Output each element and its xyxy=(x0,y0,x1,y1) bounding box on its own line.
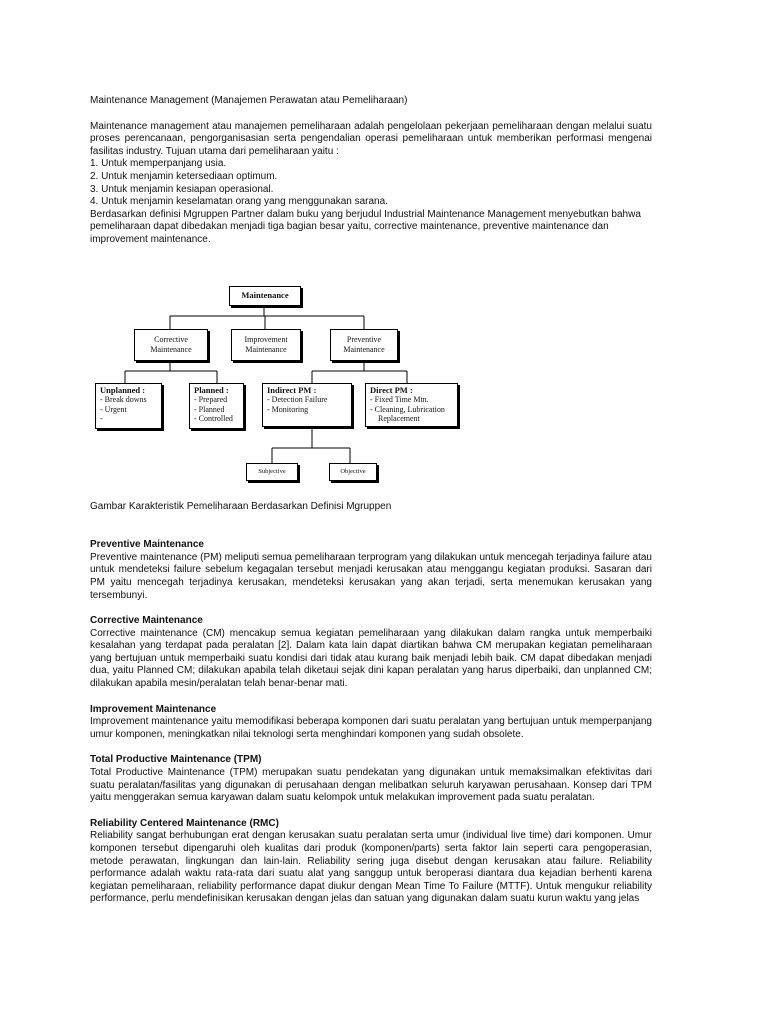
section-corrective xyxy=(90,615,652,691)
planned-item: - Planned xyxy=(194,404,225,414)
intro-paragraph: Maintenance management atau manajemen pemeliharaan adalah pengelolaan pekerjaan pemeliharaan dengan melalui suatu proses perencanaan, pengorganisasian serta pengendalian operasi pemeliharaan untuk memberikan performasi mengenai fasilitas industry. Tujuan utama dari pemeliharaan yaitu : xyxy=(90,120,652,157)
goals-list xyxy=(90,158,652,208)
goal-item: 2. Untuk menjamin ketersediaan optimum. xyxy=(90,170,278,182)
section-body: Reliability sangat berhubungan erat dengan kerusakan suatu peralatan serta umur (individual live time) dari komponen. Umur komponen tersebut dipengaruhi oleh kualitas dari produk (komponen/parts) serta faktor lain seperti cara pengoperasian, metode perawatan, lingkungan dan lain-lain. Reliability sering juga disebut dengan kerusakan atau failure. Reliability performance adalah waktu rata-rata dari suatu alat yang sanggup untuk beroperasi diantara dua kejadian berhenti karena kegiatan pemeliharaan, reliability performance dapat diukur dengan Mean Time To Failure (MTTF). Untuk mengukur reliability performance, perlu mendefinisikan kerusakan dengan jelas dan satuan yang digunakan dalam suatu kurun waktu yang jelas xyxy=(90,830,652,905)
unplanned-item: - Break downs xyxy=(100,395,147,405)
planned-item: - Controlled xyxy=(194,414,233,424)
goal-item: 4. Untuk menjamin keselamatan orang yang menggunakan sarana. xyxy=(90,196,388,208)
section-heading: Reliability Centered Maintenance (RMC) xyxy=(90,817,279,829)
corrective-line1: Corrective xyxy=(154,335,188,345)
section-tpm xyxy=(90,754,652,804)
section-preventive xyxy=(90,539,652,602)
preventive-line2: Maintenance xyxy=(343,344,385,354)
unplanned-item: - Urgent xyxy=(100,404,127,414)
corrective-line2: Maintenance xyxy=(150,344,192,354)
direct-pm-item: Replacement xyxy=(378,414,420,424)
objective-box xyxy=(329,463,377,481)
objective-label: Objective xyxy=(340,467,366,475)
improvement-line2: Maintenance xyxy=(245,344,287,354)
section-heading: Total Productive Maintenance (TPM) xyxy=(90,754,262,766)
document-content xyxy=(90,95,652,906)
goal-item: 1. Untuk memperpanjang usia. xyxy=(90,158,227,170)
direct-pm-item: - Cleaning, Lubrication xyxy=(370,404,445,414)
planned-box xyxy=(189,383,244,429)
section-improvement xyxy=(90,704,652,742)
subjective-box xyxy=(246,463,298,481)
corrective-maintenance-box xyxy=(134,329,208,361)
indirect-pm-box xyxy=(262,383,352,427)
goal-item: 3. Untuk menjamin kesiapan operasional. xyxy=(90,183,274,195)
direct-pm-title: Direct PM : xyxy=(370,384,413,395)
indirect-pm-item: - Detection Failure xyxy=(267,395,328,405)
section-heading: Corrective Maintenance xyxy=(90,615,203,627)
improvement-maintenance-box xyxy=(231,329,301,361)
section-rcm xyxy=(90,818,652,906)
preventive-line1: Preventive xyxy=(346,335,382,345)
direct-pm-item: - Fixed Time Mtn. xyxy=(370,395,429,405)
definition-paragraph: Berdasarkan definisi Mgruppen Partner dalam buku yang berjudul Industrial Maintenance Management menyebutkan bahwa pemeliharaan dapat dibedakan menjadi tiga bagian besar yaitu, corrective maintenance, preventive maintenance dan improvement maintenance. xyxy=(90,208,641,245)
figure-caption: Gambar Karakteristik Pemeliharaan Berdasarkan Definisi Mgruppen xyxy=(90,500,392,512)
document-title: Maintenance Management (Manajemen Perawatan atau Pemeliharaan) xyxy=(90,95,408,106)
subjective-label: Subjective xyxy=(258,467,286,475)
maintenance-root-label: Maintenance xyxy=(241,289,289,300)
unplanned-box xyxy=(95,383,162,429)
section-heading: Preventive Maintenance xyxy=(90,539,204,551)
improvement-line1: Improvement xyxy=(244,335,288,345)
indirect-pm-item: - Monitoring xyxy=(267,404,309,414)
planned-title: Planned : xyxy=(194,384,229,395)
section-body: Improvement maintenance yaitu memodifikasi beberapa komponen dari suatu peralatan yang bertujuan untuk memperpanjang umur komponen, meningkatkan nilai teknologi serta menghindari komponen yang sudah obsolete. xyxy=(90,716,652,740)
section-body: Preventive maintenance (PM) meliputi semua pemeliharaan terprogram yang dilakukan untuk mencegah terjadinya failure atau untuk mendeteksi failure sebelum kegagalan tersebut menjadi kerusakan atau menggangu kegiatan produksi. Sasaran dari PM yaitu mencegah terjadinya kerusakan, mendeteksi kerusakan yang akan terjadi, serta menemukan kerusakan yang tersembunyi. xyxy=(90,551,652,601)
direct-pm-box xyxy=(365,383,458,427)
section-body: Total Productive Maintenance (TPM) merupakan suatu pendekatan yang digunakan untuk memaksimalkan efektivitas dari suatu peralatan/fasilitas yang digunakan di perusahaan dengan melibatkan seluruh karyawan perusahaan. Konsep dari TPM yaitu menggerakan semua karyawan dalam suatu kelompok untuk melakukan improvement pada suatu peralatan. xyxy=(90,767,652,804)
maintenance-diagram xyxy=(90,271,652,501)
unplanned-item: - xyxy=(100,414,103,424)
preventive-maintenance-box xyxy=(330,329,398,361)
planned-item: - Prepared xyxy=(194,395,228,405)
maintenance-root-box xyxy=(229,286,301,306)
section-body: Corrective maintenance (CM) mencakup semua kegiatan pemeliharaan yang dilakukan dalam rangka untuk memperbaiki kesalahan yang terdapat pada peralatan [2]. Dalam kata lain dapat diartikan bahwa CM merupakan kegiatan pemeliharaan yang bertujuan untuk memperbaiki suatu kondisi dari tidak atau kurang baik menjadi lebih baik. CM dapat dibedakan menjadi dua, yaitu Planned CM; dilakukan apabila telah diketaui sejak dini kapan peralatan yang harus diperbaiki, dan unplanned CM; dilakukan apabila mesin/peralatan telah benar-benar mati. xyxy=(90,627,652,690)
indirect-pm-title: Indirect PM : xyxy=(267,384,317,395)
section-heading: Improvement Maintenance xyxy=(90,703,217,715)
unplanned-title: Unplanned : xyxy=(100,384,146,395)
